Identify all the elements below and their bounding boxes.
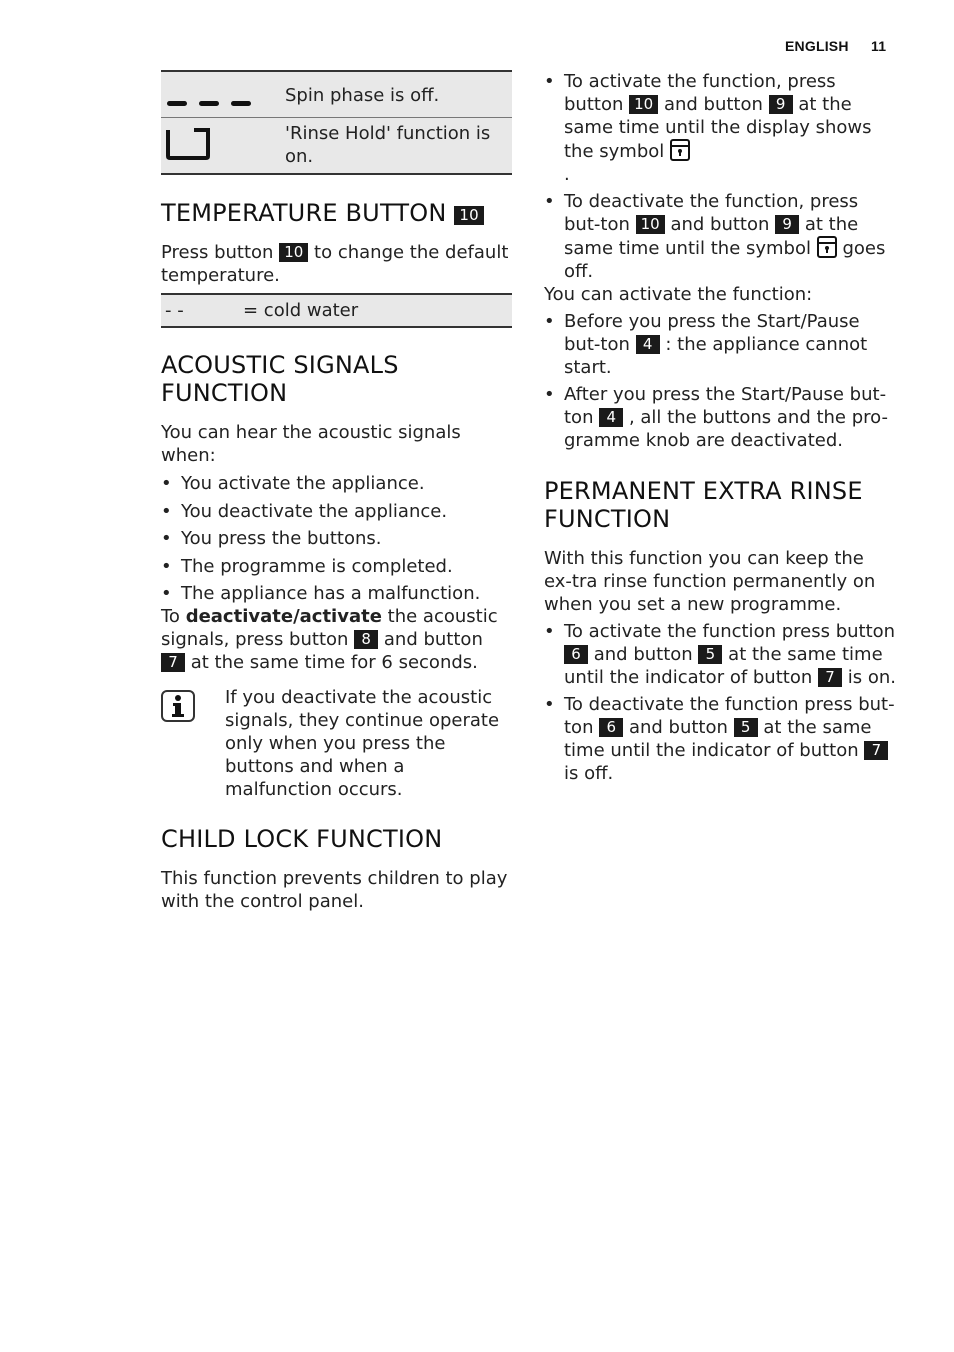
display-symbols-table [161, 70, 512, 175]
list-item: • To activate the function press button 6 and button 5 at the same time until the indicator of button 7 is on. [544, 620, 896, 689]
right-column [544, 70, 896, 785]
button-number-badge: 7 [864, 741, 888, 760]
acoustic-intro: You can hear the acoustic signals when: [161, 422, 461, 466]
child-lock-icon [817, 236, 837, 258]
list-item: • The programme is completed. [161, 555, 512, 578]
button-number-badge: 6 [564, 645, 588, 664]
button-number-badge: 5 [734, 718, 758, 737]
list-item: • You deactivate the appliance. [161, 500, 512, 523]
button-number-badge: 10 [636, 215, 665, 234]
button-number-badge: 10 [629, 95, 658, 114]
button-number-badge: 10 [279, 243, 308, 262]
note-text: If you deactivate the acoustic signals, they continue operate only when you press the buttons and when a malfunction occurs. [225, 687, 500, 800]
child-lock-text: This function prevents children to play with the control panel. [161, 868, 508, 912]
button-number-badge: 10 [454, 206, 484, 225]
cold-text: = cold water [243, 300, 359, 321]
info-note [161, 686, 512, 801]
button-number-badge: 7 [818, 668, 842, 687]
acoustic-list [161, 472, 512, 605]
rinse-hold-icon [165, 126, 211, 160]
button-number-badge: 8 [354, 630, 378, 649]
rinse-list [544, 620, 896, 785]
child-lock-list [544, 70, 896, 283]
list-item: • To deactivate the function, press but-ton 10 and button 9 at the same time until the symbol goes off. [544, 190, 896, 283]
table-cell-text: Spin phase is off. [285, 85, 440, 106]
list-item: • Before you press the Start/Pause but-ton 4 : the appliance cannot start. [544, 310, 896, 379]
can-activate-text: You can activate the function: [544, 284, 813, 305]
button-number-badge: 4 [636, 335, 660, 354]
rinse-intro: With this function you can keep the ex-tra rinse function permanently on when you set a new programme. [544, 548, 876, 615]
button-number-badge: 5 [698, 645, 722, 664]
dashes-icon [165, 100, 251, 108]
list-item: • The appliance has a malfunction. [161, 582, 512, 605]
button-number-badge: 9 [769, 95, 793, 114]
list-item: • You activate the appliance. [161, 472, 512, 495]
child-lock-heading: CHILD LOCK FUNCTION [161, 825, 443, 853]
acoustic-instructions: To deactivate/activate the acoustic signals, press button 8 and button 7 at the same time for 6 seconds. [161, 606, 498, 673]
page-number: 11 [871, 38, 887, 54]
table-cell-text: 'Rinse Hold' function is on. [285, 123, 491, 167]
button-number-badge: 7 [161, 653, 185, 672]
temperature-heading: TEMPERATURE BUTTON 10 [161, 199, 512, 227]
list-item: • To activate the function, press button 10 and button 9 at the same time until the display shows the symbol . [544, 70, 896, 186]
list-item: • To deactivate the function press but-ton 6 and button 5 at the same time until the indicator of button 7 is off. [544, 693, 896, 785]
child-lock-icon [670, 139, 690, 161]
table-row [161, 72, 512, 117]
left-column [161, 70, 512, 913]
info-icon [161, 690, 195, 722]
cold-symbol: - - [165, 300, 184, 321]
rinse-heading: PERMANENT EXTRA RINSE FUNCTION [544, 477, 863, 533]
button-number-badge: 4 [599, 408, 623, 427]
language-label: ENGLISH [785, 38, 849, 54]
button-number-badge: 9 [775, 215, 799, 234]
button-number-badge: 6 [599, 718, 623, 737]
child-lock-conditions-list [544, 310, 896, 452]
acoustic-heading: ACOUSTIC SIGNALS FUNCTION [161, 351, 399, 407]
list-item: • You press the buttons. [161, 527, 512, 550]
temperature-text: Press button 10 to change the default temperature. [161, 242, 509, 286]
list-item: • After you press the Start/Pause but-ton 4 , all the buttons and the pro-gramme knob are deactivated. [544, 383, 896, 452]
temperature-table [161, 293, 512, 328]
table-row [161, 117, 512, 173]
